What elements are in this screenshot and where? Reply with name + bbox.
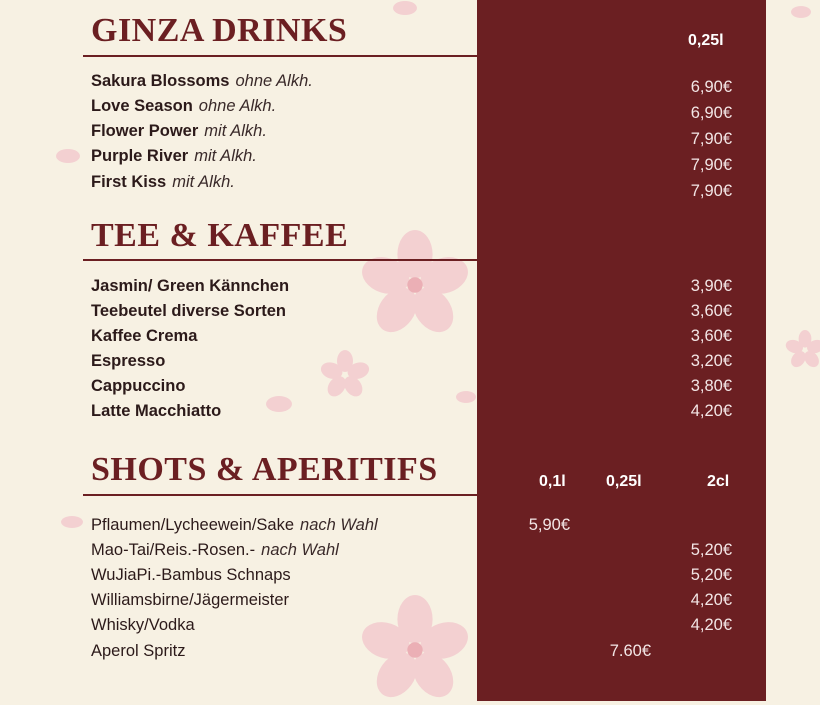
menu-item: Latte Macchiatto [91, 402, 222, 420]
section-title-tee-kaffee: TEE & KAFFEE [91, 217, 349, 254]
menu-item: First Kiss mit Alkh. [91, 173, 235, 191]
item-price: 7.60€ [609, 642, 651, 660]
menu-item: Espresso [91, 352, 166, 370]
cherry-blossom-icon [320, 350, 370, 400]
item-price: 5,20€ [690, 566, 732, 584]
section-title-shots-aperitifs: SHOTS & APERITIFS [91, 451, 438, 488]
petal-icon [60, 515, 84, 529]
menu-item: Love Season ohne Alkh. [91, 97, 277, 115]
item-price: 3,60€ [690, 302, 732, 320]
column-header-025l: 0,25l [688, 32, 724, 49]
cherry-blossom-icon [785, 330, 820, 370]
item-price: 4,20€ [690, 616, 732, 634]
column-header-025l: 0,25l [606, 473, 642, 490]
menu-item: WuJiaPi.-Bambus Schnaps [91, 566, 291, 584]
item-price: 6,90€ [690, 104, 732, 122]
column-header-01l: 0,1l [539, 473, 566, 490]
menu-item: Pflaumen/Lycheewein/Sake nach Wahl [91, 516, 378, 534]
item-price: 7,90€ [690, 182, 732, 200]
menu-item: Teebeutel diverse Sorten [91, 302, 287, 320]
item-price: 3,80€ [690, 377, 732, 395]
item-price: 3,20€ [690, 352, 732, 370]
item-price: 4,20€ [690, 402, 732, 420]
menu-item: Flower Power mit Alkh. [91, 122, 267, 140]
section-divider [83, 55, 766, 57]
menu-item: Whisky/Vodka [91, 616, 195, 634]
section-title-ginza-drinks: GINZA DRINKS [91, 12, 348, 49]
section-divider [83, 494, 766, 496]
item-price: 5,90€ [528, 516, 570, 534]
section-divider [83, 259, 766, 261]
petal-icon [55, 148, 81, 164]
cherry-blossom-icon [360, 595, 470, 705]
menu-item: Cappuccino [91, 377, 186, 395]
item-price: 7,90€ [690, 130, 732, 148]
item-price: 6,90€ [690, 78, 732, 96]
menu-item: Kaffee Crema [91, 327, 198, 345]
petal-icon [265, 395, 293, 413]
petal-icon [392, 0, 418, 16]
item-price: 4,20€ [690, 591, 732, 609]
item-price: 3,90€ [690, 277, 732, 295]
cherry-blossom-icon [360, 230, 470, 340]
petal-icon [455, 390, 477, 404]
menu-item: Williamsbirne/Jägermeister [91, 591, 290, 609]
menu-item: Aperol Spritz [91, 642, 186, 660]
menu-item: Purple River mit Alkh. [91, 147, 257, 165]
item-price: 3,60€ [690, 327, 732, 345]
menu-item: Mao-Tai/Reis.-Rosen.- nach Wahl [91, 541, 339, 559]
column-header-2cl: 2cl [707, 473, 730, 490]
item-price: 5,20€ [690, 541, 732, 559]
petal-icon [790, 5, 812, 19]
menu-item: Jasmin/ Green Kännchen [91, 277, 290, 295]
menu-item: Sakura Blossoms ohne Alkh. [91, 72, 313, 90]
item-price: 7,90€ [690, 156, 732, 174]
